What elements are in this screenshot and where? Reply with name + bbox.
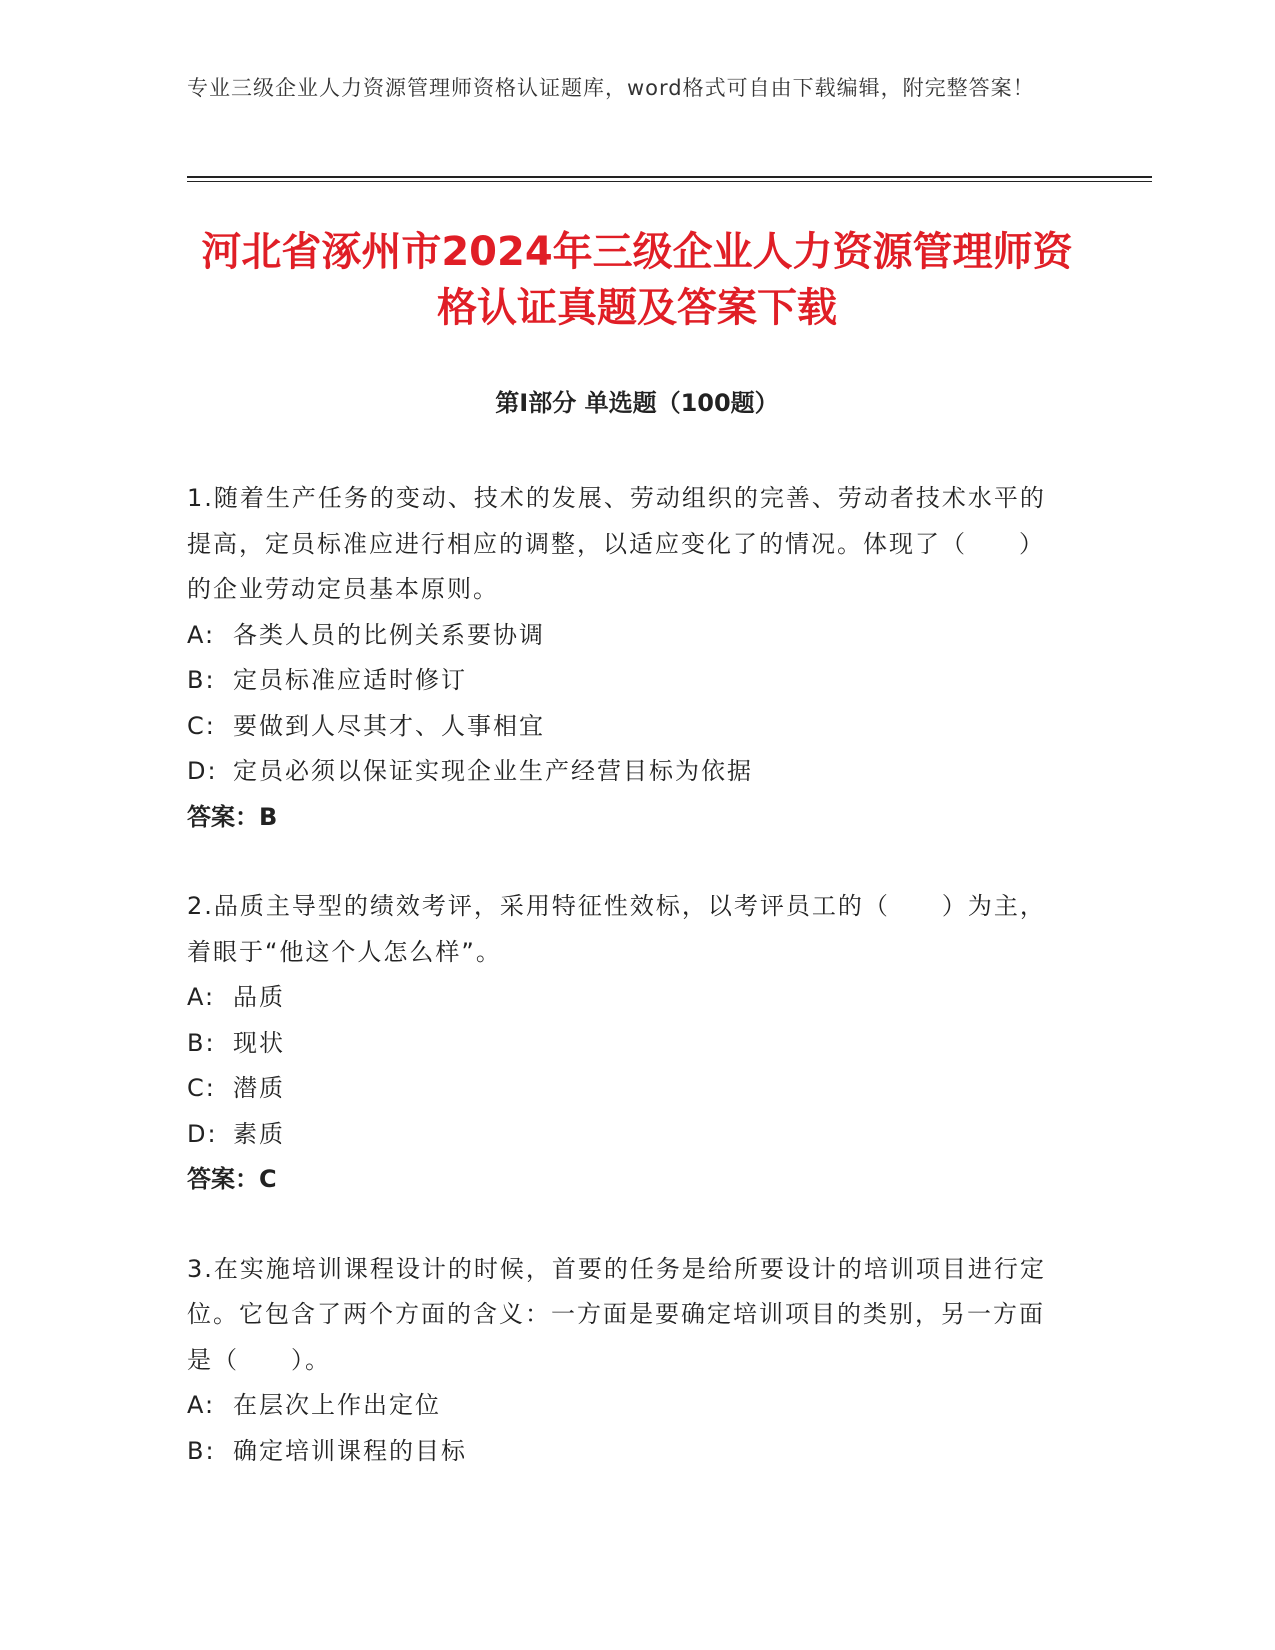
answer: 答案：B	[187, 802, 278, 831]
option-key: D:	[187, 1119, 218, 1148]
option-text: 定员必须以保证实现企业生产经营目标为依据	[233, 757, 753, 785]
option-key: B:	[187, 1436, 216, 1465]
question-stem: 2.品质主导型的绩效考评，采用特征性效标，以考评员工的（ ）为主，着眼于“他这个人怎么样”。	[187, 892, 1046, 966]
option-b	[187, 1021, 1067, 1067]
question-stem: 3.在实施培训课程设计的时候，首要的任务是给所要设计的培训项目进行定位。它包含了两个方面的含义：一方面是要确定培训项目的类别，另一方面是（ ）。	[187, 1254, 1046, 1374]
header-rule-thin	[187, 181, 1152, 182]
option-text: 各类人员的比例关系要协调	[233, 620, 545, 649]
section-title: 第Ⅰ部分 单选题（100题）	[495, 389, 779, 417]
answer: 答案：C	[187, 1165, 277, 1193]
option-text: 潜质	[233, 1074, 285, 1102]
header-rule-thick	[187, 176, 1152, 178]
option-text: 要做到人尽其才、人事相宜	[233, 711, 545, 740]
option-c	[187, 1066, 1067, 1112]
question-2	[187, 884, 1067, 1203]
option-key: A:	[187, 1391, 216, 1419]
option-key: D:	[187, 757, 218, 785]
header-note: 专业三级企业人力资源管理师资格认证题库，word格式可自由下载编辑，附完整答案！	[187, 76, 1035, 100]
option-text: 素质	[233, 1119, 285, 1148]
question-1	[187, 476, 1067, 840]
option-text: 定员标准应适时修订	[233, 666, 467, 694]
option-key: B:	[187, 1028, 216, 1057]
option-key: A:	[187, 983, 216, 1011]
option-c	[187, 704, 1067, 750]
option-key: B:	[187, 666, 216, 694]
option-text: 现状	[233, 1028, 285, 1057]
option-a	[187, 975, 1067, 1021]
option-key: C:	[187, 1074, 216, 1102]
option-d	[187, 1112, 1067, 1158]
option-text: 确定培训课程的目标	[233, 1436, 467, 1465]
option-b	[187, 1429, 1067, 1475]
option-key: A:	[187, 620, 216, 649]
document-title: 河北省涿州市2024年三级企业人力资源管理师资格认证真题及答案下载	[201, 229, 1073, 331]
option-a	[187, 1383, 1067, 1429]
question-list	[187, 476, 1067, 1518]
option-b	[187, 658, 1067, 704]
option-key: C:	[187, 711, 216, 740]
option-text: 在层次上作出定位	[233, 1391, 441, 1419]
option-d	[187, 749, 1067, 795]
option-a	[187, 613, 1067, 659]
option-text: 品质	[233, 983, 285, 1011]
question-3	[187, 1247, 1067, 1475]
question-stem: 1.随着生产任务的变动、技术的发展、劳动组织的完善、劳动者技术水平的提高，定员标准应进行相应的调整，以适应变化了的情况。体现了（ ）的企业劳动定员基本原则。	[187, 484, 1046, 603]
